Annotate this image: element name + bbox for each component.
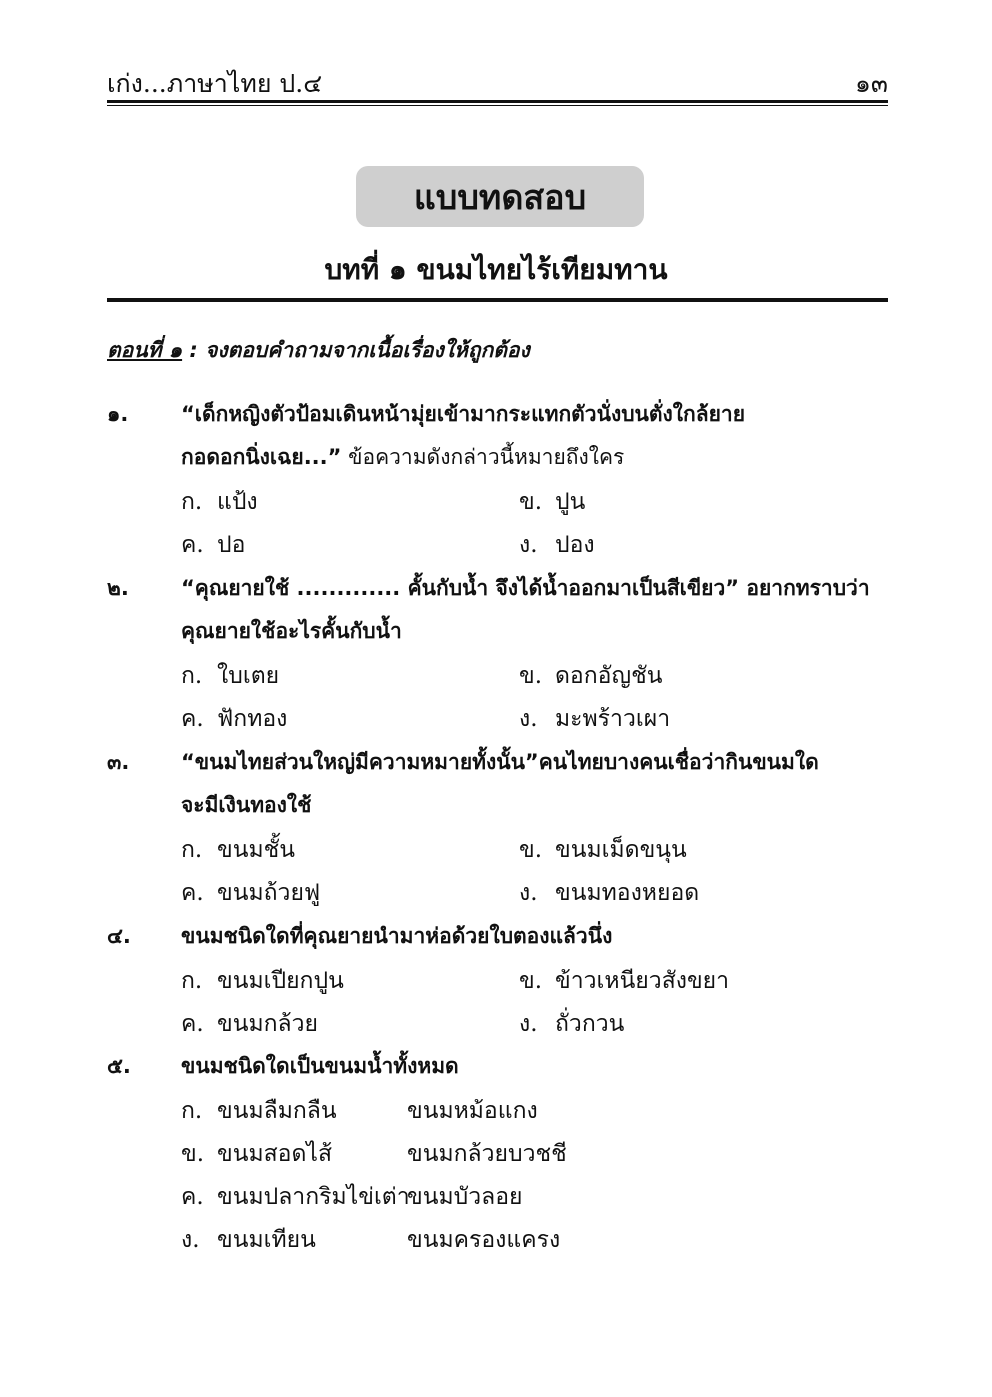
choice (181, 832, 295, 868)
chapter-title: บทที่ ๑ ขนมไทยไร้เทียมทาน (324, 253, 668, 286)
choice (519, 832, 687, 868)
choice (519, 484, 585, 520)
title-box (356, 166, 644, 227)
choice-item-1: ขนมเทียน (217, 1227, 316, 1253)
header-rule-thin (107, 105, 888, 106)
question-text-continued: คุณยายใช้อะไรคั้นกับน้ำ (181, 619, 402, 643)
choice-text: ขนมถ้วยฟู (217, 880, 321, 906)
choice-label: ข. (519, 489, 543, 515)
choice (519, 527, 595, 563)
choice-text: ฟักทอง (217, 706, 288, 732)
question-text: “เด็กหญิงตัวป้อมเดินหน้ามุ่ยเข้ามากระแทกตัวนั่งบนตั่งใกล้ยาย (181, 402, 746, 426)
choice (181, 658, 279, 694)
choice (181, 1222, 560, 1258)
question-prompt: ข้อความดังกล่าวนี้หมายถึงใคร (341, 445, 625, 469)
question-text: “ขนมไทยส่วนใหญ่มีความหมายทั้งนั้น”คนไทยบางคนเชื่อว่ากินขนมใด (181, 750, 819, 774)
choice-label: ค. (181, 706, 204, 732)
question-text-continued (181, 441, 624, 474)
choice-text: ปอง (555, 532, 595, 558)
question-quote-end: กอดอกนิ่งเฉย...” (181, 445, 342, 469)
choice-label: ก. (181, 489, 203, 515)
section-number: ตอนที่ ๑ (107, 338, 183, 362)
choice (181, 963, 344, 999)
choice-item-1: ขนมลืมกลืน (217, 1098, 337, 1124)
choice (519, 875, 699, 911)
choice-label: ก. (181, 663, 203, 689)
choice-label: ค. (181, 880, 204, 906)
choice (181, 1093, 538, 1129)
choice-text: มะพร้าวเผา (555, 706, 671, 732)
choice-label: ง. (519, 706, 538, 732)
choice (181, 1136, 567, 1172)
choice-text: ใบเตย (217, 663, 280, 689)
choice-text: แป้ง (217, 489, 258, 515)
choice-item-2: ขนมบัวลอย (407, 1184, 523, 1210)
choice-item-1: ขนมปลากริมไข่เต่า (217, 1184, 410, 1210)
choice-item-2: ขนมกล้วยบวชชี (407, 1141, 567, 1167)
question-text: “คุณยายใช้ ............. คั้นกับน้ำ จึงได้น้ำออกมาเป็นสีเขียว” อยากทราบว่า (181, 576, 870, 600)
choice-text: ปูน (555, 489, 586, 515)
choice (519, 1006, 624, 1042)
choice-label: ข. (181, 1141, 205, 1167)
question-number: ๒. (107, 576, 129, 600)
choice-label: ค. (181, 532, 204, 558)
question-text: ขนมชนิดใดที่คุณยายนำมาห่อด้วยใบตองแล้วนึ่ง (181, 924, 613, 948)
choice-label: ก. (181, 1098, 203, 1124)
question-number: ๓. (107, 750, 130, 774)
choice-label: ง. (519, 880, 538, 906)
choice (181, 484, 258, 520)
title-divider (107, 298, 888, 302)
choice-label: ก. (181, 837, 203, 863)
choice (181, 1179, 523, 1215)
choice-text: ขนมเปียกปูน (217, 968, 344, 994)
choice-label: ค. (181, 1184, 204, 1210)
choice-label: ง. (519, 1011, 538, 1037)
choice-text: ขนมชั้น (217, 837, 295, 863)
choice-label: ง. (181, 1227, 200, 1253)
choice-text: ดอกอัญชัน (555, 663, 663, 689)
choice-text: ขนมทองหยอด (555, 880, 700, 906)
question-text: ขนมชนิดใดเป็นขนมน้ำทั้งหมด (181, 1054, 459, 1078)
question-number: ๔. (107, 924, 131, 948)
choice (181, 875, 320, 911)
choice (181, 701, 287, 737)
page-title: แบบทดสอบ (413, 177, 587, 218)
choice (519, 658, 662, 694)
section-text: : จงตอบคำถามจากเนื้อเรื่องให้ถูกต้อง (182, 338, 530, 362)
page-number: ๑๓ (855, 69, 888, 98)
choice-label: ข. (519, 663, 543, 689)
choice (519, 701, 670, 737)
choice (181, 527, 245, 563)
choice-label: ข. (519, 968, 543, 994)
choice-item-2: ขนมครองแครง (407, 1227, 561, 1253)
question-text-continued: จะมีเงินทองใช้ (181, 793, 312, 817)
header-rule-thick (107, 100, 888, 103)
choice-item-2: ขนมหม้อแกง (407, 1098, 538, 1124)
choice-text: ข้าวเหนียวสังขยา (555, 968, 730, 994)
choice (519, 963, 729, 999)
choice (181, 1006, 318, 1042)
choice-text: ปอ (217, 532, 246, 558)
question-number: ๑. (107, 402, 129, 426)
choice-label: ค. (181, 1011, 204, 1037)
choice-label: ก. (181, 968, 203, 994)
choice-label: ง. (519, 532, 538, 558)
book-title: เก่ง...ภาษาไทย ป.๔ (107, 69, 323, 98)
choice-text: ถั่วกวน (555, 1011, 625, 1037)
choice-text: ขนมกล้วย (217, 1011, 319, 1037)
question-number: ๕. (107, 1054, 131, 1078)
choice-item-1: ขนมสอดไส้ (217, 1141, 332, 1167)
choice-label: ข. (519, 837, 543, 863)
choice-text: ขนมเม็ดขนุน (555, 837, 687, 863)
section-instruction (107, 334, 530, 367)
